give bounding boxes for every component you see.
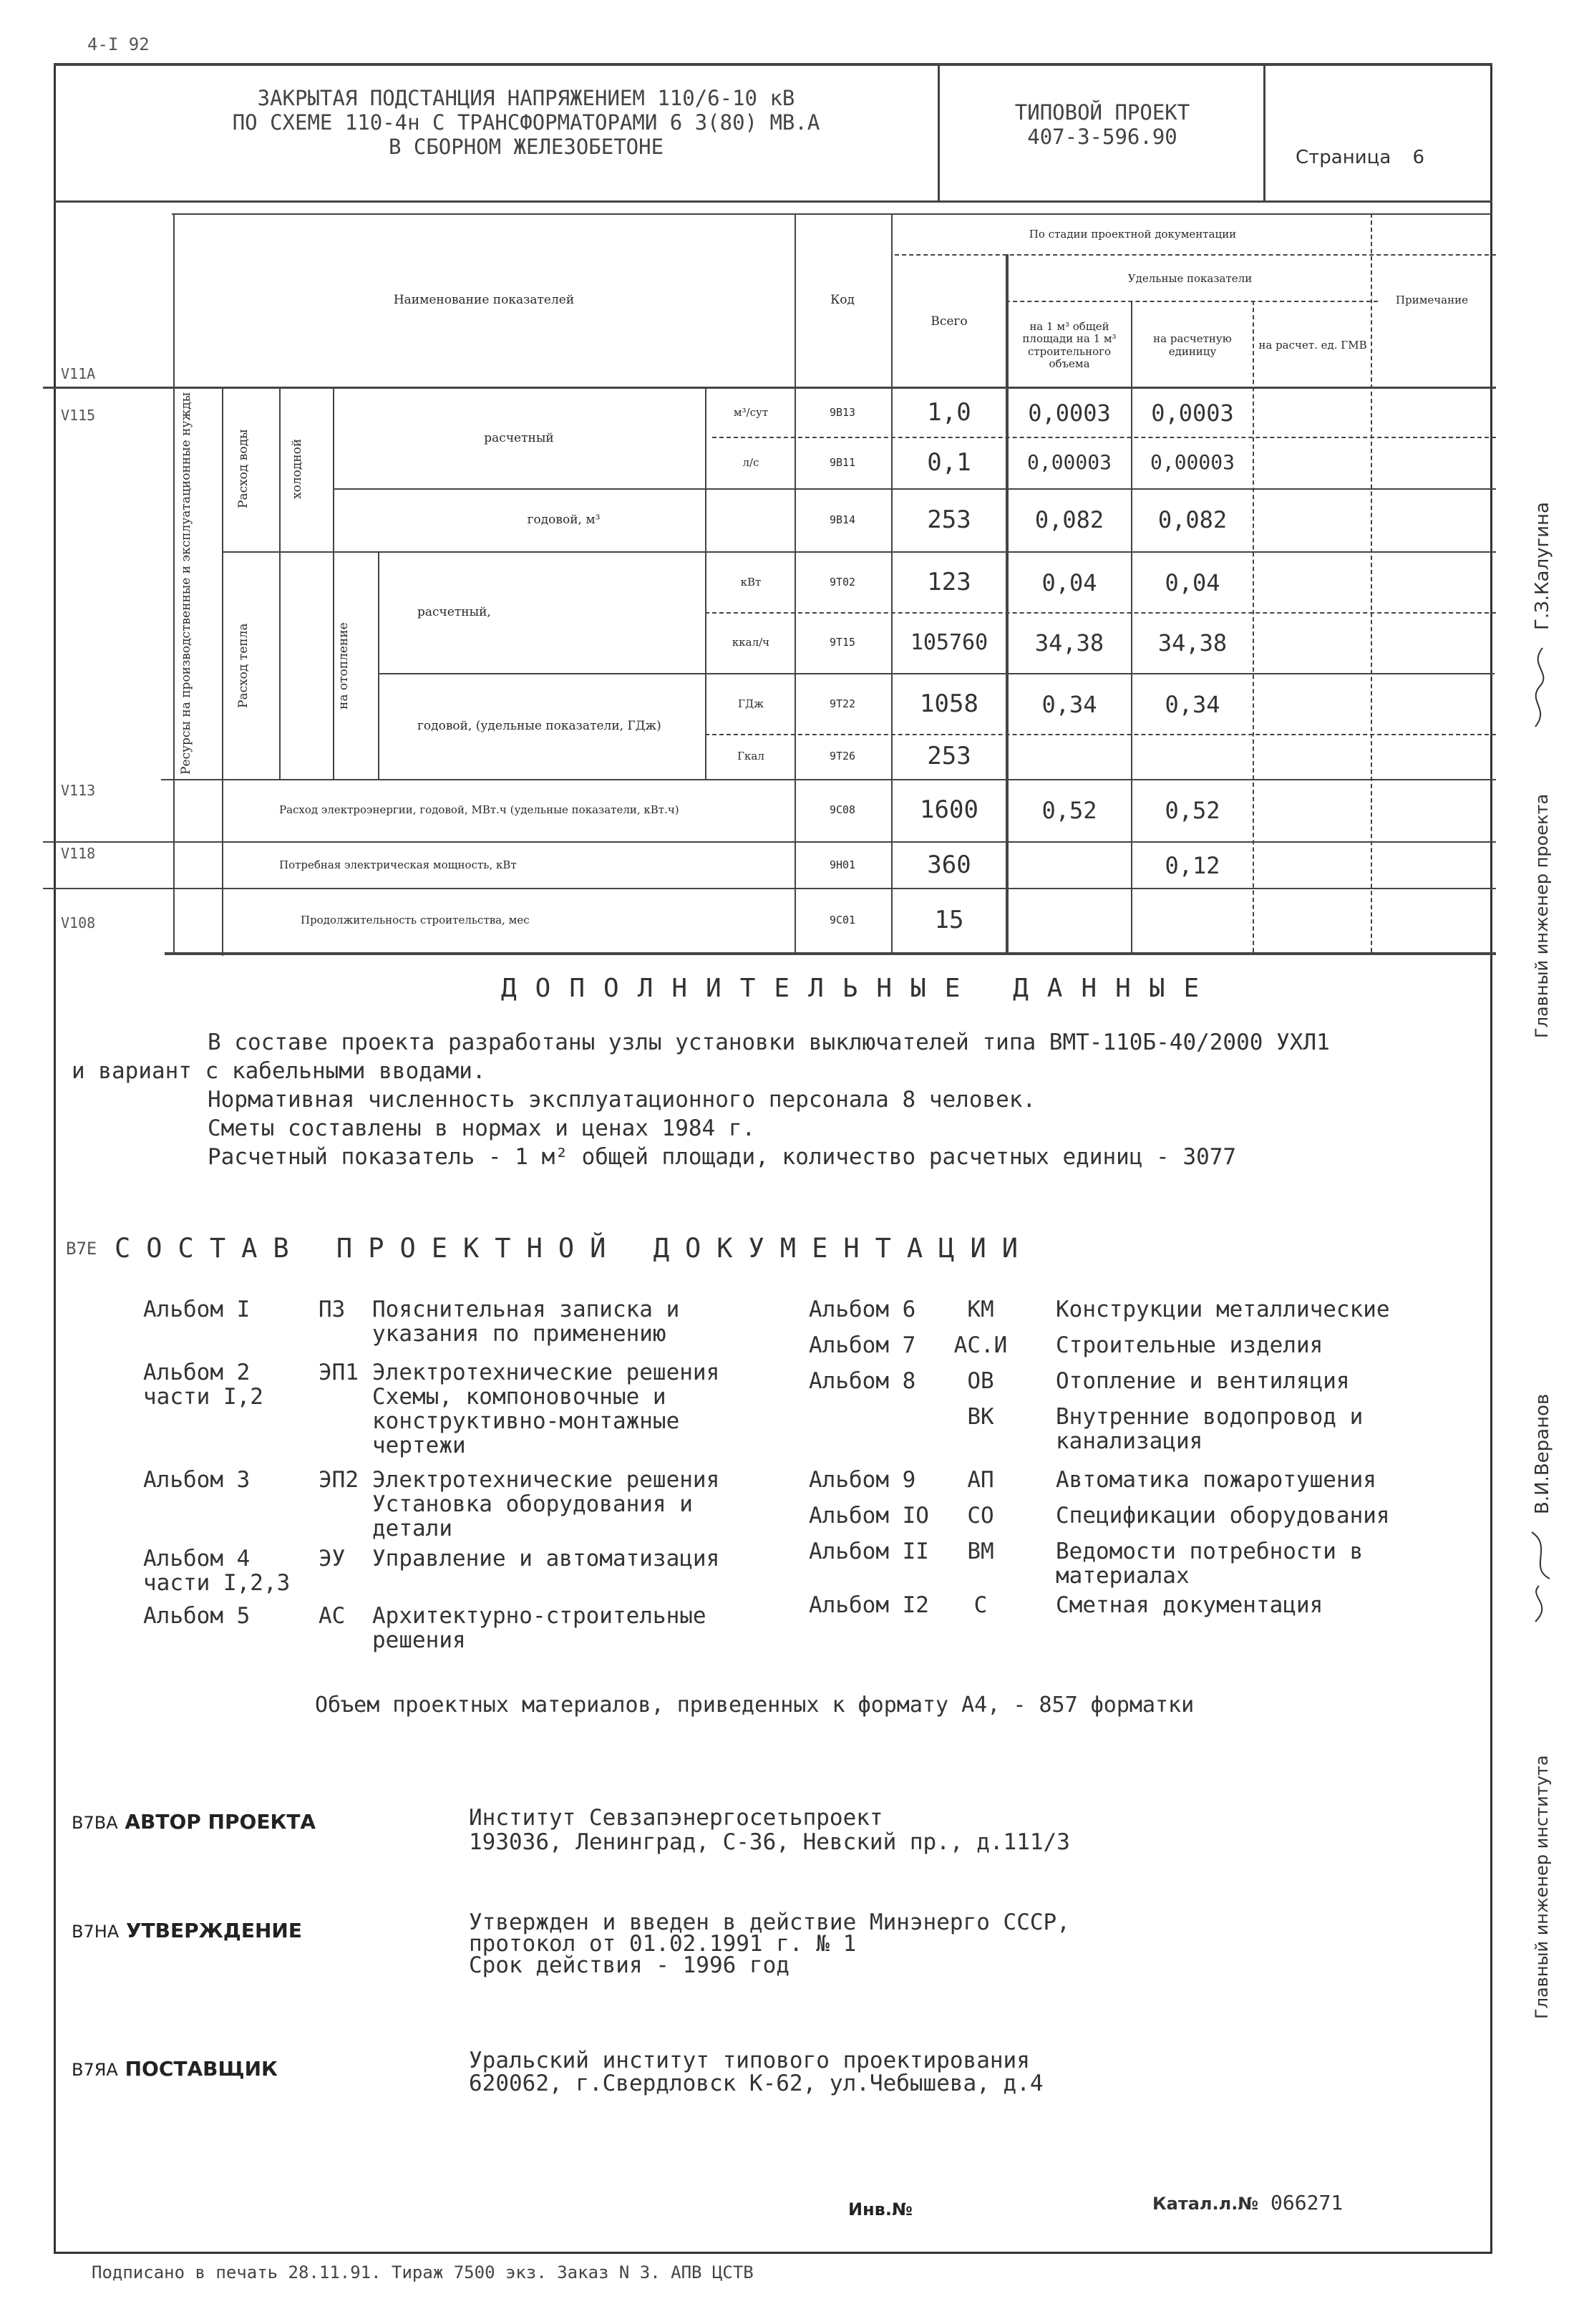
group-cold: холодной — [290, 438, 304, 500]
extra-line-1: В составе проекта разработаны узлы установки выключателей типа ВМТ-110Б-40/2000 УХЛ1 — [208, 1030, 1330, 1055]
doc-desc: Сметная документация — [1056, 1592, 1323, 1618]
extra-heading: ДОПОЛНИТЕЛЬНЫЕ ДАННЫЕ — [501, 974, 1218, 1003]
row-total-2: 0,1 — [927, 447, 971, 477]
chief-institute-name: В.И.Веранов — [1532, 1393, 1553, 1514]
row-total-7: 253 — [927, 742, 971, 771]
row-name-duration: Продолжительность строительства, мес — [301, 914, 530, 927]
doc-code: КМ — [967, 1297, 994, 1322]
approval-line-1: Утвержден и введен в действие Минэнерго СССР, — [469, 1909, 1070, 1935]
row-mark-2: V115 — [61, 407, 96, 424]
row-total-6: 1058 — [920, 689, 978, 719]
doc-album: Альбом 6 — [809, 1297, 916, 1322]
doc-code: ЭП2 — [319, 1467, 359, 1493]
row-per-unit-2: 0,00003 — [1150, 450, 1235, 475]
page-indicator — [1296, 147, 1424, 168]
row-total-9: 360 — [927, 851, 971, 880]
group-heat: Расход тепла — [236, 623, 251, 709]
row-per-m3-1: 0,0003 — [1028, 399, 1111, 427]
row-total-3: 253 — [927, 505, 971, 534]
row-mark-3: V113 — [61, 782, 96, 799]
author-line-2: 193036, Ленинград, С-36, Невский пр., д.111/3 — [469, 1829, 1070, 1855]
page-label: Страница — [1296, 147, 1391, 168]
doc-code: АС — [319, 1603, 346, 1629]
approval-mark: В7НА — [72, 1922, 120, 1942]
extra-text — [72, 1028, 1474, 1171]
row-unit-4: кВт — [740, 576, 762, 589]
row-code-1: 9В13 — [829, 406, 856, 420]
header-group: По стадии проектной документации — [1029, 227, 1237, 241]
supplier-line-2: 620062, г.Свердловск К-62, ул.Чебышева, д.4 — [469, 2071, 1044, 2096]
group-water: Расход воды — [236, 429, 251, 509]
doc-desc: Отопление и вентиляция — [1056, 1368, 1350, 1394]
row-per-unit-3: 0,082 — [1157, 506, 1228, 534]
row-total-8: 1600 — [920, 795, 978, 825]
signature-1 — [1521, 644, 1560, 730]
row-name-power: Потребная электрическая мощность, кВт — [279, 858, 517, 872]
doc-desc: Строительные изделия — [1056, 1332, 1323, 1358]
row-code-3: 9В14 — [829, 513, 856, 526]
doc-album: Альбом 7 — [809, 1332, 916, 1358]
group-resources: Ресурсы на производственные и эксплуатационные нужды — [179, 392, 193, 775]
approval-label — [72, 1919, 302, 1942]
doc-album: Альбом 2 части I,2 — [143, 1360, 263, 1410]
title-line-3: В СБОРНОМ ЖЕЛЕЗОБЕТОНЕ — [388, 135, 664, 159]
header-name: Наименование показателей — [393, 293, 575, 308]
doc-code: ЭУ — [319, 1546, 346, 1572]
author-info — [469, 1806, 1070, 1854]
doc-album: Альбом II — [809, 1539, 929, 1564]
doc-album: Альбом IO — [809, 1503, 929, 1529]
doc-desc: Электротехнические решения Схемы, компоновочные и конструктивно-монтажные чертежи — [372, 1360, 720, 1458]
row-name-water-year: годовой, м³ — [527, 512, 601, 527]
header-code: Код — [830, 293, 855, 308]
approval-line-3: Срок действия - 1996 год — [469, 1952, 790, 1978]
doc-desc: Спецификации оборудования — [1056, 1503, 1390, 1529]
project-title — [143, 86, 909, 159]
doc-code: С — [973, 1592, 988, 1618]
chief-institute-label: Главный инженер института — [1532, 1755, 1552, 2019]
row-per-unit-6: 0,34 — [1165, 690, 1220, 718]
doc-code: ПЗ — [319, 1297, 346, 1322]
chief-project-label: Главный инженер проекта — [1532, 793, 1552, 1038]
doc-album: Альбом 3 — [143, 1467, 251, 1493]
doc-album: Альбом 4 части I,2,3 — [143, 1546, 291, 1596]
author-mark: В7ВА — [72, 1813, 118, 1833]
row-total-4: 123 — [927, 568, 971, 597]
doc-album: Альбом 9 — [809, 1467, 916, 1493]
supplier-info — [469, 2049, 1044, 2095]
row-code-6: 9Т22 — [829, 697, 856, 711]
docs-heading: СОСТАВ ПРОЕКТНОЙ ДОКУМЕНТАЦИИ — [115, 1233, 1034, 1264]
doc-album: Альбом 5 — [143, 1603, 251, 1629]
row-unit-6: ГДж — [738, 697, 764, 711]
row-per-m3-2: 0,00003 — [1026, 450, 1112, 475]
doc-desc: Ведомости потребности в материалах — [1056, 1539, 1364, 1589]
doc-desc: Электротехнические решения Установка оборудования и детали — [372, 1467, 720, 1541]
row-name-heat-calc: расчетный, — [417, 605, 491, 620]
row-unit-2: л/с — [742, 455, 759, 469]
row-per-unit-1: 0,0003 — [1151, 399, 1234, 427]
signature-2 — [1521, 1525, 1560, 1625]
row-unit-7: Гкал — [737, 750, 764, 763]
corner-mark: 4-I 92 — [87, 34, 150, 54]
row-name-water-calc: расчетный — [484, 430, 554, 445]
approval-label-text: УТВЕРЖДЕНИЕ — [125, 1919, 302, 1942]
row-name-heat-year: годовой, (удельные показатели, ГДж) — [417, 719, 661, 734]
supplier-mark: В7ЯА — [72, 2060, 118, 2080]
supplier-label-text: ПОСТАВЩИК — [125, 2057, 278, 2081]
header-per-1mw: на расчет. ед. ГМВ — [1258, 338, 1367, 352]
extra-line-3: Нормативная численность эксплуатационного персонала 8 человек. — [208, 1087, 1036, 1113]
docs-mark: В7Е — [66, 1239, 97, 1259]
header-note: Примечание — [1396, 294, 1468, 307]
header-total: Всего — [931, 314, 968, 329]
doc-code: ВК — [967, 1404, 994, 1430]
doc-code: ЭП1 — [319, 1360, 359, 1385]
row-per-unit-9: 0,12 — [1165, 851, 1220, 879]
row-per-m3-3: 0,082 — [1034, 506, 1104, 534]
extra-line-4: Сметы составлены в нормах и ценах 1984 г. — [208, 1115, 756, 1141]
group-heating: на отопление — [336, 622, 351, 710]
author-label — [72, 1810, 316, 1834]
row-per-m3-8: 0,52 — [1041, 796, 1097, 824]
row-code-5: 9Т15 — [829, 636, 856, 649]
row-unit-1: м³/сут — [733, 406, 769, 420]
row-total-10: 15 — [934, 906, 964, 935]
row-per-unit-4: 0,04 — [1165, 568, 1220, 596]
catalog-number: 066271 — [1271, 2191, 1344, 2214]
title-line-1: ЗАКРЫТАЯ ПОДСТАНЦИЯ НАПРЯЖЕНИЕМ 110/6-10 кВ — [257, 86, 795, 110]
doc-album: Альбом I2 — [809, 1592, 929, 1618]
print-line: Подписано в печать 28.11.91. Тираж 7500 экз. Заказ N 3. АПВ ЦСТВ — [92, 2262, 754, 2282]
doc-desc: Архитектурно-строительные решения — [372, 1603, 706, 1653]
row-per-unit-8: 0,52 — [1165, 796, 1220, 824]
doc-code: ОВ — [967, 1368, 994, 1394]
doc-desc: Автоматика пожаротушения — [1056, 1467, 1376, 1493]
row-total-5: 105760 — [910, 629, 988, 655]
row-mark-4: V118 — [61, 845, 96, 862]
doc-desc: Конструкции металлические — [1056, 1297, 1390, 1322]
extra-line-5: Расчетный показатель - 1 м² общей площади, количество расчетных единиц - 3077 — [208, 1144, 1237, 1170]
doc-desc: Внутренние водопровод и канализация — [1056, 1404, 1364, 1454]
project-code-block — [945, 100, 1260, 149]
row-name-electricity: Расход электроэнергии, годовой, МВт.ч (удельные показатели, кВт.ч) — [279, 803, 679, 817]
page-number: 6 — [1412, 147, 1425, 168]
doc-album: Альбом 8 — [809, 1368, 916, 1394]
doc-code: СО — [967, 1503, 994, 1529]
row-code-7: 9Т26 — [829, 750, 856, 763]
inv-label: Инв.№ — [848, 2199, 913, 2219]
title-line-2: ПО СХЕМЕ 110-4н С ТРАНСФОРМАТОРАМИ 6 3(80) МВ.А — [232, 110, 820, 135]
row-per-m3-4: 0,04 — [1041, 568, 1097, 596]
supplier-label — [72, 2057, 278, 2081]
row-per-unit-5: 34,38 — [1157, 629, 1228, 657]
supplier-line-1: Уральский институт типового проектирования — [469, 2048, 1030, 2073]
header-subgroup: Удельные показатели — [1127, 272, 1253, 286]
doc-code: АС.И — [953, 1332, 1008, 1358]
row-code-2: 9В11 — [829, 455, 856, 469]
row-unit-5: ккал/ч — [732, 636, 770, 649]
chief-project-name: Г.З.Калугина — [1532, 502, 1553, 630]
header-per-m3: на 1 м³ общей площади на 1 м³ строительного объема — [1022, 320, 1117, 370]
row-mark-1: V11А — [61, 365, 96, 382]
header-per-unit: на расчетную единицу — [1153, 332, 1232, 358]
catalog-label: Катал.л.№ — [1152, 2194, 1259, 2214]
extra-line-2: и вариант с кабельными вводами. — [72, 1058, 486, 1084]
row-mark-5: V108 — [61, 914, 96, 931]
row-per-m3-6: 0,34 — [1041, 690, 1097, 718]
row-code-9: 9Н01 — [829, 858, 856, 872]
doc-album: Альбом I — [143, 1297, 251, 1322]
catalog-block — [1152, 2191, 1343, 2214]
row-code-8: 9С08 — [829, 803, 856, 817]
doc-code: ВМ — [967, 1539, 994, 1564]
project-code: 407-3-596.90 — [1027, 125, 1177, 149]
doc-desc: Управление и автоматизация — [372, 1546, 720, 1572]
row-code-4: 9Т02 — [829, 576, 856, 589]
row-total-1: 1,0 — [927, 398, 971, 427]
row-code-10: 9С01 — [829, 914, 856, 927]
docs-volume: Объем проектных материалов, приведенных к формату А4, - 857 форматки — [315, 1693, 1195, 1718]
approval-line-2: протокол от 01.02.1991 г. № 1 — [469, 1931, 857, 1957]
doc-desc: Пояснительная записка и указания по применению — [372, 1297, 680, 1347]
approval-info — [469, 1909, 1070, 1978]
author-label-text: АВТОР ПРОЕКТА — [125, 1810, 316, 1834]
project-type: ТИПОВОЙ ПРОЕКТ — [1014, 100, 1190, 125]
author-line-1: Институт Севзапэнергосетьпроект — [469, 1805, 883, 1831]
doc-code: АП — [967, 1467, 994, 1493]
row-per-m3-5: 34,38 — [1034, 629, 1104, 657]
